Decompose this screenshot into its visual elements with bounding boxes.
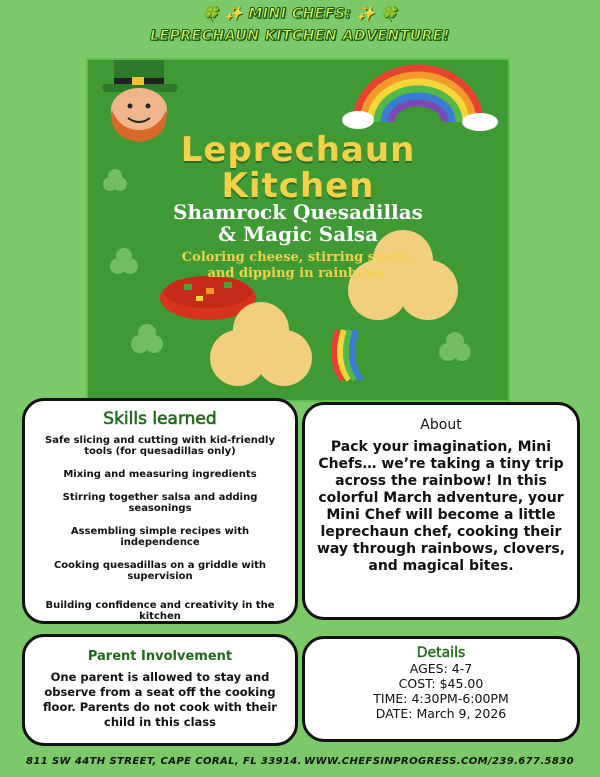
hero-tagline-line-1: Coloring cheese, stirring spells, xyxy=(181,250,415,265)
hero-tagline-line-2: and dipping in rainbows. xyxy=(207,266,389,281)
flyer-footer xyxy=(0,756,600,767)
rainbow-icon xyxy=(342,68,498,131)
header-line-1: 🍀 ✨ MINI CHEFS: ✨ 🍀 xyxy=(201,6,399,22)
parent-involvement-card xyxy=(22,634,298,746)
details-ages: AGES: 4-7 xyxy=(409,661,473,676)
list-item: Cooking quesadillas on a griddle with supervision xyxy=(53,560,267,582)
flyer-header xyxy=(0,6,600,44)
about-body: Pack your imagination, Mini Chefs… we’re taking a tiny trip across the rainbow! In this colorful March adventure, your Mini Chef will become a little leprechaun chef, cooking their way through rainbows, clovers, and magical bites. xyxy=(316,439,566,574)
details-card xyxy=(302,636,580,742)
hero-subtitle-line-2: & Magic Salsa xyxy=(217,222,379,246)
header-line-2: LEPRECHAUN KITCHEN ADVENTURE! xyxy=(150,28,450,44)
skills-list xyxy=(25,435,295,622)
about-title: About xyxy=(420,417,462,433)
list-item: Building confidence and creativity in the kitchen xyxy=(45,600,275,622)
details-title: Details xyxy=(416,645,466,661)
footer-contact: WWW.CHEFSINPROGRESS.COM/239.677.5830 xyxy=(304,756,574,767)
about-card xyxy=(302,402,580,620)
skills-title: Skills learned xyxy=(103,409,217,429)
details-time: TIME: 4:30PM-6:00PM xyxy=(373,691,509,706)
hero-title-line-2: Kitchen xyxy=(221,166,375,206)
list-item: Assembling simple recipes with independence xyxy=(70,526,250,548)
skills-card xyxy=(22,398,298,624)
parent-involvement-title: Parent Involvement xyxy=(87,649,233,664)
footer-address: 811 SW 44TH STREET, CAPE CORAL, FL 33914. xyxy=(26,756,302,767)
details-cost: COST: $45.00 xyxy=(398,676,484,691)
details-date: DATE: March 9, 2026 xyxy=(375,706,507,721)
hero-image xyxy=(88,60,508,400)
hero-title-line-1: Leprechaun xyxy=(180,130,416,170)
parent-involvement-body: One parent is allowed to stay and observe from a seat off the cooking floor. Parents do not cook with their child in this class xyxy=(43,670,277,729)
list-item: Mixing and measuring ingredients xyxy=(63,469,257,480)
hero-subtitle-line-1: Shamrock Quesadillas xyxy=(173,200,423,224)
list-item: Safe slicing and cutting with kid-friendly tools (for quesadillas only) xyxy=(45,435,275,457)
list-item: Stirring together salsa and adding seasonings xyxy=(62,492,258,514)
